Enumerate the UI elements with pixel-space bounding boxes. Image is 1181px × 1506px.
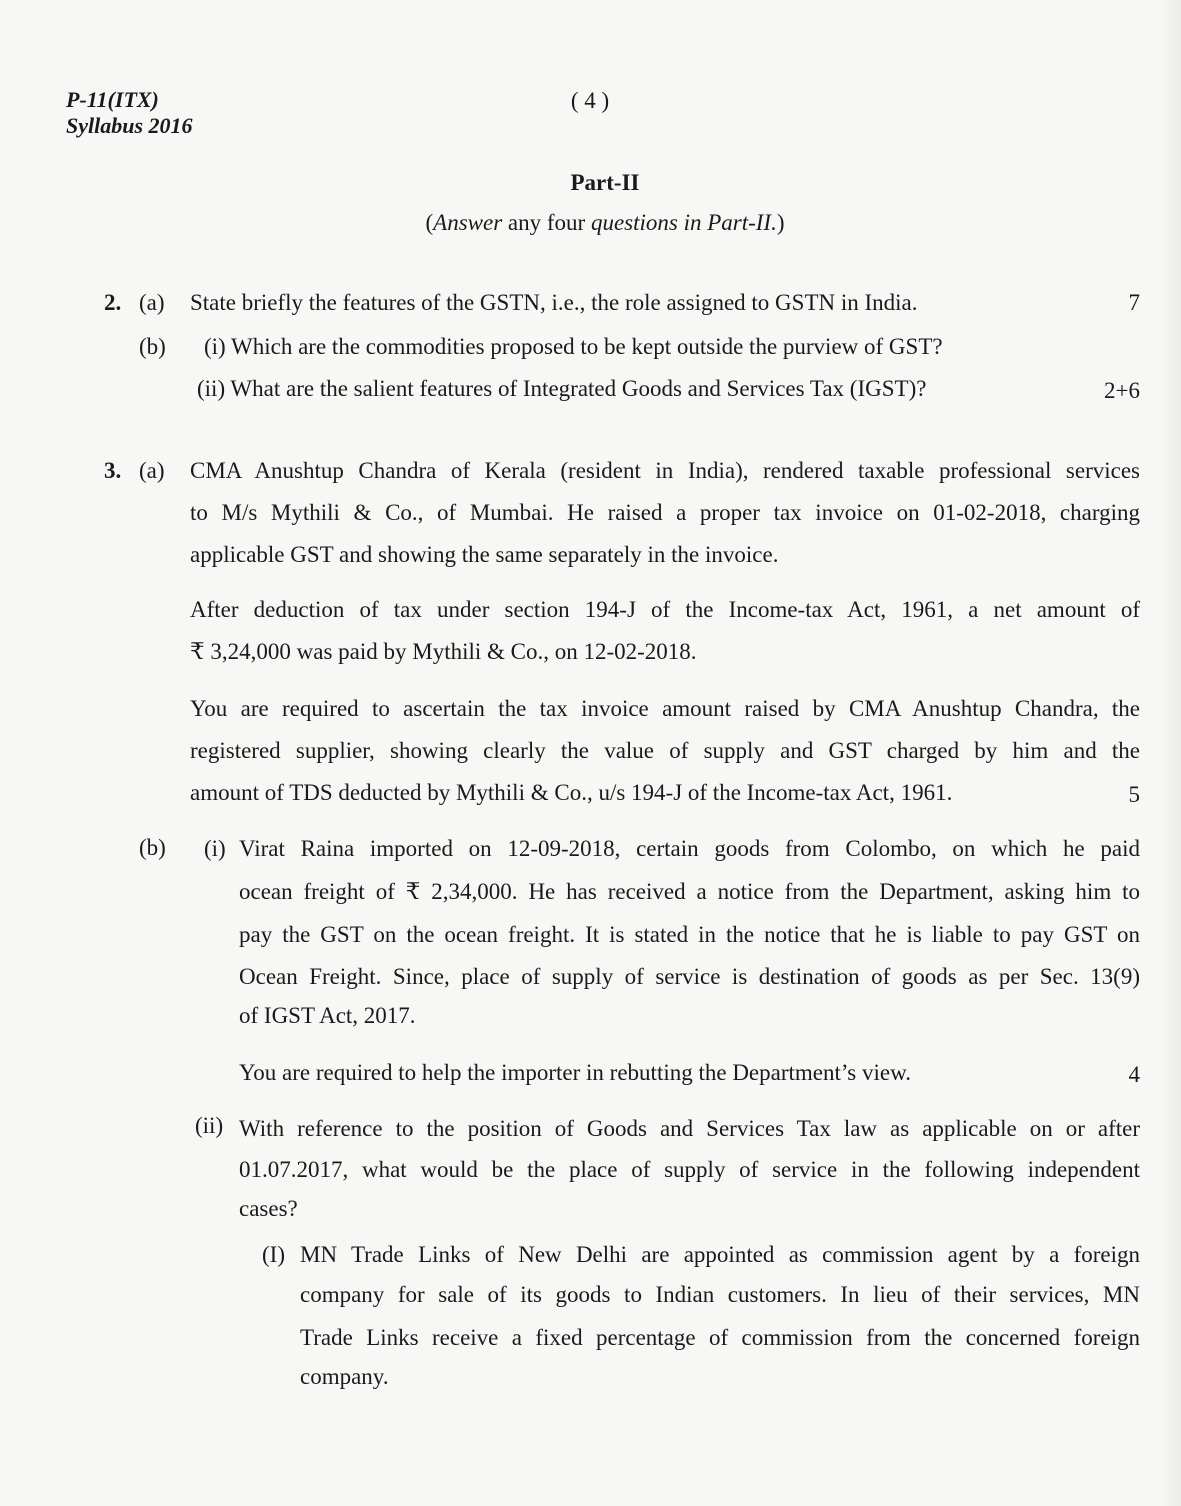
question-3b-i-line: You are required to help the importer in rebutting the Department’s view. bbox=[239, 1060, 911, 1085]
syllabus-label: Syllabus 2016 bbox=[66, 113, 193, 138]
question-3a-line: applicable GST and showing the same separately in the invoice. bbox=[190, 542, 779, 567]
question-2a-label: (a) bbox=[139, 290, 165, 315]
question-2b-label: (b) bbox=[139, 334, 166, 359]
question-3b-i-line: pay the GST on the ocean freight. It is stated in the notice that he is liable to pay GST on bbox=[239, 922, 1140, 947]
question-3a-line: registered supplier, showing clearly the value of supply and GST charged by him and the bbox=[190, 738, 1140, 763]
paper-code: P-11(ITX) bbox=[66, 87, 159, 112]
question-3b-i-marks: 4 bbox=[1128, 1062, 1140, 1087]
question-3-number: 3. bbox=[104, 458, 122, 483]
question-3b-ii-line: With reference to the position of Goods and Services Tax law as applicable on or after bbox=[239, 1116, 1140, 1141]
question-3a-line: amount of TDS deducted by Mythili & Co., u/s 194-J of the Income-tax Act, 1961. bbox=[190, 780, 953, 805]
scan-edge-shadow bbox=[1159, 0, 1181, 1506]
question-2b-i-text: (i) Which are the commodities proposed to be kept outside the purview of GST? bbox=[204, 334, 943, 359]
part-title: Part-II bbox=[570, 170, 640, 195]
question-3b-ii-line: 01.07.2017, what would be the place of supply of service in the following independent bbox=[239, 1157, 1140, 1182]
question-2b-marks: 2+6 bbox=[1104, 378, 1140, 403]
case-I-label: (I) bbox=[262, 1242, 285, 1267]
question-2a-text: State briefly the features of the GSTN, i.e., the role assigned to GSTN in India. bbox=[190, 290, 918, 315]
question-3a-line: You are required to ascertain the tax invoice amount raised by CMA Anushtup Chandra, the bbox=[190, 696, 1140, 721]
question-3b-label: (b) bbox=[139, 835, 166, 860]
question-3a-label: (a) bbox=[139, 458, 165, 483]
case-I-line: company. bbox=[300, 1364, 389, 1389]
question-3b-ii-label: (ii) bbox=[195, 1113, 224, 1138]
question-3b-i-line: ocean freight of ₹ 2,34,000. He has received a notice from the Department, asking him to bbox=[239, 879, 1140, 904]
question-2-number: 2. bbox=[104, 290, 122, 315]
question-3a-line: to M/s Mythili & Co., of Mumbai. He raised a proper tax invoice on 01-02-2018, charging bbox=[190, 500, 1140, 525]
part-instruction: (Answer any four questions in Part-II.) bbox=[425, 210, 785, 235]
question-3b-ii-line: cases? bbox=[239, 1196, 298, 1221]
question-2b-ii-text: (ii) What are the salient features of Integrated Goods and Services Tax (IGST)? bbox=[197, 376, 927, 401]
question-3b-i-line: Virat Raina imported on 12-09-2018, certain goods from Colombo, on which he paid bbox=[239, 836, 1140, 861]
question-3a-marks: 5 bbox=[1128, 782, 1140, 807]
page-number: ( 4 ) bbox=[570, 88, 610, 113]
case-I-line: MN Trade Links of New Delhi are appointed as commission agent by a foreign bbox=[300, 1242, 1140, 1267]
question-2a-marks: 7 bbox=[1128, 290, 1140, 315]
question-3b-i-line: of IGST Act, 2017. bbox=[239, 1003, 416, 1028]
question-3b-i-label: (i) bbox=[204, 836, 226, 861]
question-3b-i-line: Ocean Freight. Since, place of supply of service is destination of goods as per Sec. 13(9) bbox=[239, 964, 1140, 989]
question-3a-line: ₹ 3,24,000 was paid by Mythili & Co., on 12-02-2018. bbox=[190, 639, 697, 664]
case-I-line: company for sale of its goods to Indian customers. In lieu of their services, MN bbox=[300, 1282, 1140, 1307]
question-3a-line: After deduction of tax under section 194-J of the Income-tax Act, 1961, a net amount of bbox=[190, 597, 1140, 622]
case-I-line: Trade Links receive a fixed percentage of commission from the concerned foreign bbox=[300, 1325, 1140, 1350]
question-3a-line: CMA Anushtup Chandra of Kerala (resident in India), rendered taxable professional services bbox=[190, 458, 1140, 483]
